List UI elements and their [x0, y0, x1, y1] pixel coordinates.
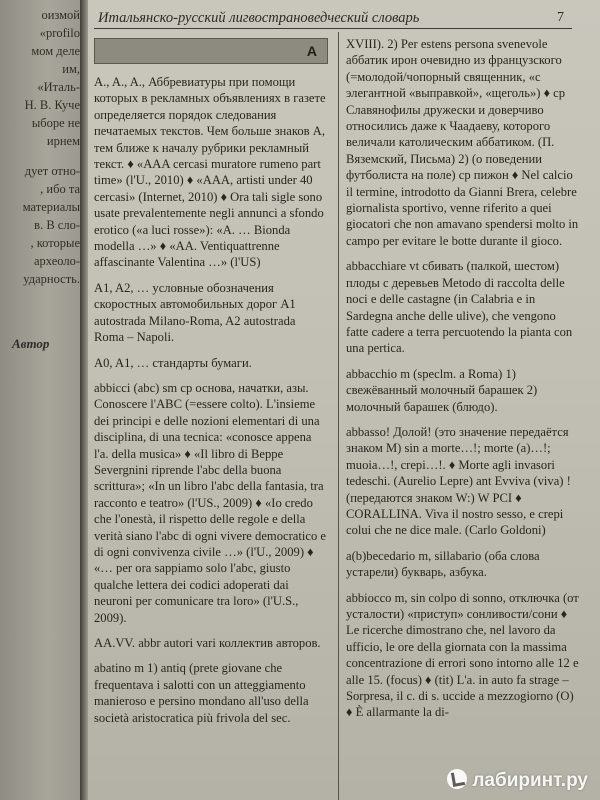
- watermark-text: лабиринт.ру: [472, 770, 588, 791]
- section-letter-header: A: [94, 38, 328, 64]
- entry-text: abbicci (abc) sm cp основа, начатки, азы. Conoscere l'ABC (=essere colto). L'insieme dei principi e delle nozioni elementari di una disciplina, di una tecnica: «conosce appena l'a. della musica» ♦ «Il libro di Beppe Severgnini riprende l'abc della buona scrittura»; «In un libro l'abc della fantasia, tra racconto e teatro» (l'US., 2009) ♦ «Io credo che l'onestà, il rispetto delle regole e della verità siano l'abc di ogni vivere democratico e di ogni convivenza civile …» (l'U., 2009) ♦ «… per ora sappiamo solo l'abc, giusto qualche lettera dei codici adoperati dai neuroni per comunicare tra loro» (l'U.S., 2009).: [94, 380, 327, 625]
- entry-text: A., A., A., Аббревиатуры при помощи которых в рекламных объявлениях в газете определяется порядок следования печатаемых текстов. Чем больше знаков A, тем ближе к началу рубрики рекламный текст. ♦ «AAA cercasi muratore rumeno part time» (l'U., 2010) ♦ «AAA, artisti under 40 cercasi» (Internet, 2010) ♦ Ora tali sigle sono usate prevalentemente negli annunci a sfondo erotico («a luci rosse»): «A. … Bionda modella …» ♦ «AA. Ventiquattrenne affascinante Valentina …» (l'US): [94, 75, 326, 270]
- left-page-fragment: , которые: [30, 236, 80, 250]
- dictionary-entry: [346, 36, 580, 249]
- dictionary-entry: [94, 660, 328, 726]
- column-divider: [338, 32, 339, 800]
- running-head-title: Итальянско-русский лигвострановедческий словарь: [94, 8, 572, 29]
- left-page-fragment: им,: [62, 62, 80, 76]
- entry-text: XVIII). 2) Per estens persona svenevole аббатик ирон очевидно из французского (=молодой/чопорный священник, «с элегантной «выправкой», «щеголь») ♦ cp Славянофилы дружески и доверчиво относились даже к Чаадаеву, которого величали католическим аббатиком. (П. Вяземский, Письма) 2) (о поведении футболиста на поле) cp пижон ♦ Nel calcio il termine, introdotto da Gianni Brera, celebre giornalista sportivo, venne riferito a quei giocatori che non amavano spendersi molto in campo per evitare le botte durante il gioco.: [346, 37, 579, 248]
- entry-text: abatino m 1) antiq (prete giovane che frequentava i salotti con un atteggiamento manieroso e persino mondano all'uso della società aristocratica più frivola del sec.: [94, 661, 309, 725]
- left-page-fragment: дует отно-: [24, 164, 80, 178]
- dictionary-entry: [346, 366, 580, 415]
- dictionary-entry: [346, 424, 580, 539]
- entry-text: abbasso! Долой! (это значение передаётся знаком M) sin a morte…!; morte (a)…!; muoia…!, crepi…!. ♦ Morte agli invasori tedeschi. (Aurelio Lepre) ant Evviva (viva) ! (передаются знаком W:) W PCI ♦ CORALLINA. Viva il nostro sesso, e crepi colui che ne dice male. (Carlo Goldoni): [346, 424, 571, 538]
- previous-page-strip: [0, 0, 80, 800]
- dictionary-entry: [346, 590, 580, 721]
- dictionary-entry: [346, 548, 580, 581]
- entry-text: A1, A2, … условные обозначения скоростных автомобильных дорог A1 autostrada Milano‑Roma, A2 autostrada Roma – Napoli.: [94, 280, 296, 345]
- left-page-fragment: ирнем: [46, 134, 80, 148]
- dictionary-entry: [94, 280, 328, 346]
- left-page-fragment: «Италь-: [37, 80, 80, 94]
- left-page-fragment: «profilo: [39, 26, 80, 40]
- entry-text: abbiocco m, sin colpo di sonno, отключка (от усталости) «приступ» сонливости/сони ♦ Le ricerche dimostrano che, nel lavoro da ufficio, le ore della giornata con la massima concentrazione di errori sono intorno alle 12 e alle 15. (focus) ♦ (tit) L'a. in auto fa strage – Sorpresa, il c. di s. uccide a mezzogiorno (O) ♦ È allarmante la di-: [346, 590, 579, 720]
- left-page-fragment: оизмой: [41, 8, 80, 22]
- entry-text: a(b)becedario m, sillabario (оба слова устарели) букварь, азбука.: [346, 548, 540, 580]
- left-column: [94, 36, 328, 735]
- dictionary-entry: [94, 635, 328, 651]
- left-page-fragment: ударность.: [23, 272, 80, 286]
- left-page-fragment: ыборе не: [31, 116, 80, 130]
- page-number: 7: [557, 10, 564, 25]
- left-page-fragment: Н. В. Куче: [24, 98, 80, 112]
- left-page-fragment: в. В сло-: [34, 218, 80, 232]
- dictionary-page: [88, 0, 600, 800]
- entry-text: AA.VV. abbr autori vari коллектив авторов.: [94, 636, 321, 650]
- dictionary-entry: [94, 74, 328, 271]
- left-page-fragment: археоло-: [33, 254, 80, 268]
- watermark: [447, 769, 588, 792]
- dictionary-entry: [346, 258, 580, 356]
- labyrinth-logo-icon: [447, 769, 467, 789]
- entry-text: abbacchiare vt сбивать (палкой, шестом) плоды с деревьев Metodo di raccolta delle noci e delle castagne (in Calabria e in Sardegna anche delle ulive), che vengono fatte cadere a terra percuotendo la pianta con una pertica.: [346, 259, 573, 356]
- entry-text: abbacchio m (speclm. a Roma) 1) свежёванный молочный барашек 2) молочный барашек (блюдо).: [346, 366, 538, 414]
- left-page-fragment: мом деле: [31, 44, 80, 58]
- left-page-fragment: , ибо та: [40, 182, 80, 196]
- right-column: [346, 36, 580, 730]
- dictionary-entry: [94, 355, 328, 371]
- entry-text: A0, A1, … стандарты бумаги.: [94, 355, 252, 370]
- dictionary-entry: [94, 380, 328, 626]
- left-page-fragment: материалы: [22, 200, 80, 214]
- author-label: Автор: [12, 336, 50, 351]
